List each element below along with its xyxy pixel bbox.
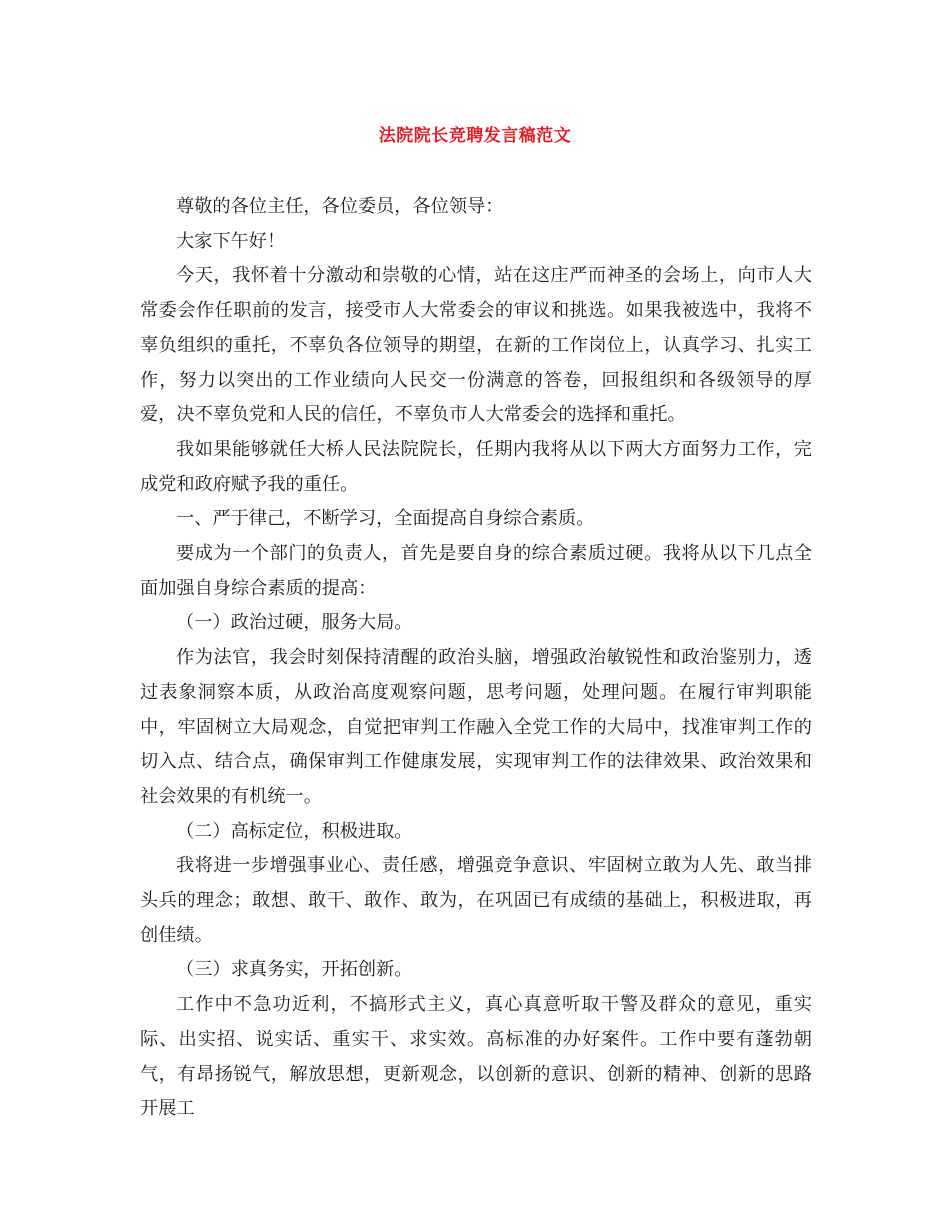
- paragraph-innovation: 工作中不急功近利，不搞形式主义，真心真意听取干警及群众的意见，重实际、出实招、说实话、重实干、求实效。高标准的办好案件。工作中要有蓬勃朝气，有昂扬锐气，解放思想，更新观念，以创新的意识、创新的精神、创新的思路开展工: [140, 994, 812, 1120]
- paragraph-plan: 我如果能够就任大桥人民法院院长，任期内我将从以下两大方面努力工作，完成党和政府赋予我的重任。: [140, 438, 812, 495]
- paragraph-ambition: 我将进一步增强事业心、责任感，增强竞争意识、牢固树立敢为人先、敢当排头兵的理念；敢想、敢干、敢作、敢为，在巩固已有成绩的基础上，积极进取，再创佳绩。: [140, 855, 812, 946]
- paragraph-introduction: 今天，我怀着十分激动和崇敬的心情，站在这庄严而神圣的会场上，向市人大常委会作任职前的发言，接受市人大常委会的审议和挑选。如果我被选中，我将不辜负组织的重托，不辜负各位领导的期望，在新的工作岗位上，认真学习、扎实工作，努力以突出的工作业绩向人民交一份满意的答卷，回报组织和各级领导的厚爱，决不辜负党和人民的信任，不辜负市人大常委会的选择和重托。: [140, 265, 812, 426]
- subheading-1: （一）政治过硬，服务大局。: [176, 612, 413, 634]
- paragraph-salutation: 尊敬的各位主任，各位委员，各位领导：: [176, 196, 504, 217]
- paragraph-political: 作为法官，我会时刻保持清醒的政治头脑，增强政治敏锐性和政治鉴别力，透过表象洞察本质，从政治高度观察问题，思考问题，处理问题。在履行审判职能中，牢固树立大局观念，自觉把审判工作融入全党工作的大局中，找准审判工作的切入点、结合点，确保审判工作健康发展，实现审判工作的法律效果、政治效果和社会效果的有机统一。: [140, 647, 812, 807]
- subheading-2: （二）高标定位，积极进取。: [176, 820, 413, 842]
- subheading-3: （三）求真务实，开拓创新。: [176, 959, 413, 981]
- document-body: [140, 190, 812, 1127]
- paragraph-quality: 要成为一个部门的负责人，首先是要自身的综合素质过硬。我将从以下几点全面加强自身综合素质的提高：: [140, 543, 812, 599]
- document-title: 法院院长竞聘发言稿范文: [378, 126, 572, 146]
- paragraph-greeting: 大家下午好！: [176, 230, 286, 252]
- section-heading-1: 一、严于律己，不断学习，全面提高自身综合素质。: [176, 508, 595, 530]
